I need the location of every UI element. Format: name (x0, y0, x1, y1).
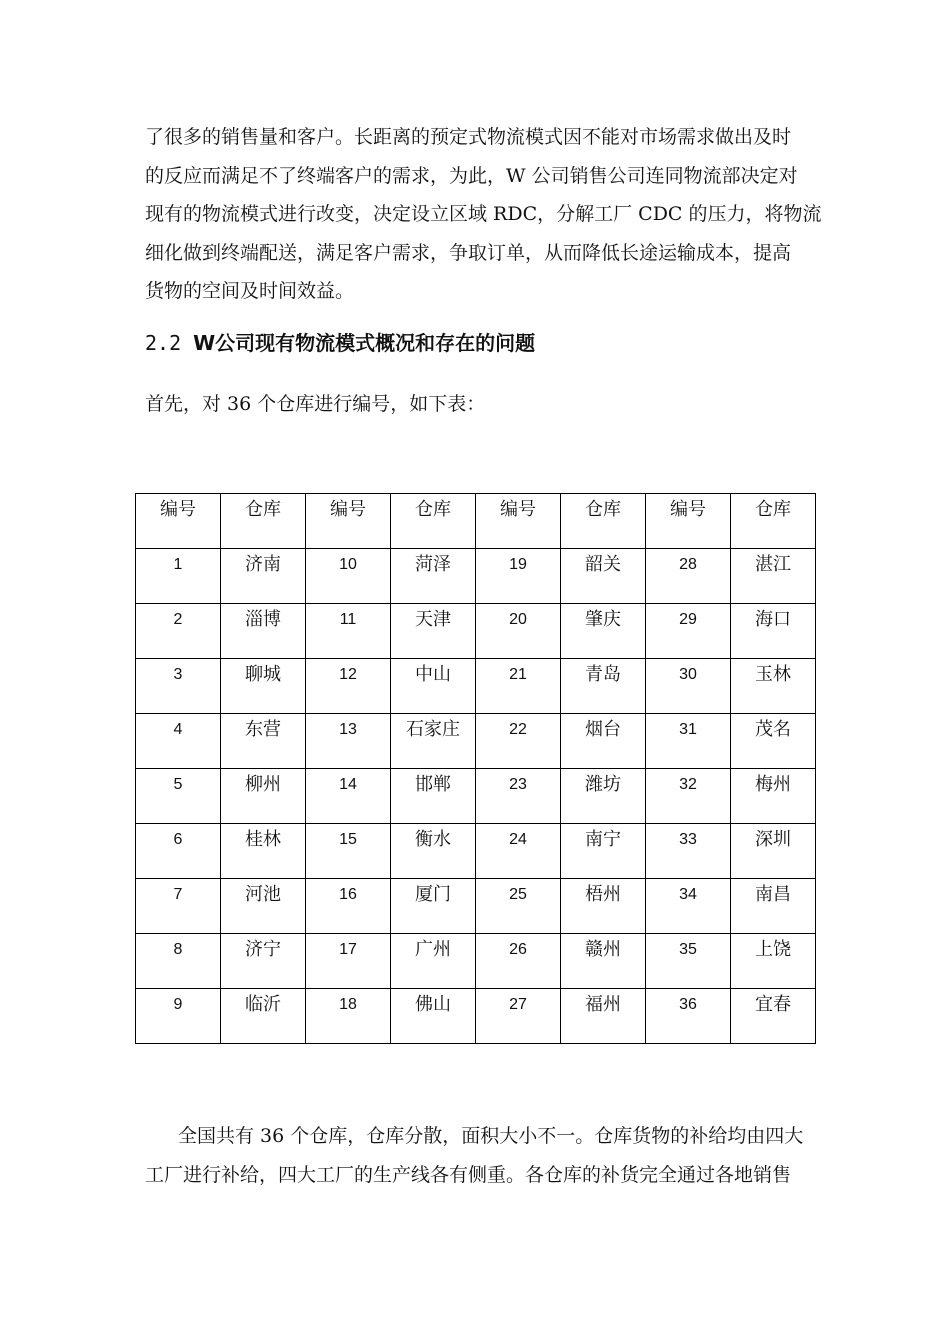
section-title: W公司现有物流模式概况和存在的问题 (193, 331, 536, 355)
warehouse-number-cell: 34 (646, 879, 731, 934)
warehouse-name-cell: 厦门 (391, 879, 476, 934)
warehouse-number-cell: 3 (136, 659, 221, 714)
header-cell: 编号 (646, 494, 731, 549)
header-cell: 编号 (136, 494, 221, 549)
table-row (136, 879, 816, 934)
warehouse-name-cell: 潍坊 (561, 769, 646, 824)
warehouse-number-cell: 17 (306, 934, 391, 989)
warehouse-number-cell: 32 (646, 769, 731, 824)
warehouse-number-cell: 21 (476, 659, 561, 714)
warehouse-name-cell: 佛山 (391, 989, 476, 1044)
warehouse-name-cell: 济宁 (221, 934, 306, 989)
warehouse-name-cell: 菏泽 (391, 549, 476, 604)
warehouse-name-cell: 衡水 (391, 824, 476, 879)
table-row (136, 714, 816, 769)
paragraph-line: 细化做到终端配送，满足客户需求，争取订单，从而降低长途运输成本，提高 (145, 241, 792, 264)
warehouse-number-cell: 9 (136, 989, 221, 1044)
warehouse-number-cell: 31 (646, 714, 731, 769)
warehouse-number-cell: 5 (136, 769, 221, 824)
warehouse-number-cell: 15 (306, 824, 391, 879)
warehouse-number-cell: 1 (136, 549, 221, 604)
warehouse-name-cell: 湛江 (731, 549, 816, 604)
warehouse-number-cell: 26 (476, 934, 561, 989)
warehouse-name-cell: 肇庆 (561, 604, 646, 659)
warehouse-number-cell: 33 (646, 824, 731, 879)
section-number: 2.2 (145, 331, 182, 355)
warehouse-number-cell: 27 (476, 989, 561, 1044)
warehouse-name-cell: 聊城 (221, 659, 306, 714)
warehouse-number-cell: 24 (476, 824, 561, 879)
warehouse-number-cell: 20 (476, 604, 561, 659)
warehouse-number-cell: 4 (136, 714, 221, 769)
warehouse-number-cell: 18 (306, 989, 391, 1044)
warehouse-name-cell: 上饶 (731, 934, 816, 989)
warehouse-number-cell: 25 (476, 879, 561, 934)
body-paragraph (145, 1117, 810, 1194)
paragraph-line: 工厂进行补给，四大工厂的生产线各有侧重。各仓库的补货完全通过各地销售 (145, 1163, 792, 1186)
warehouse-name-cell: 海口 (731, 604, 816, 659)
paragraph-line: 的反应而满足不了终端客户的需求，为此，W 公司销售公司连同物流部决定对 (145, 164, 798, 187)
warehouse-number-cell: 13 (306, 714, 391, 769)
warehouse-name-cell: 淄博 (221, 604, 306, 659)
warehouse-number-cell: 14 (306, 769, 391, 824)
section-heading (145, 326, 535, 360)
warehouse-number-cell: 30 (646, 659, 731, 714)
warehouse-number-cell: 10 (306, 549, 391, 604)
warehouse-number-cell: 28 (646, 549, 731, 604)
warehouse-name-cell: 深圳 (731, 824, 816, 879)
warehouse-number-cell: 29 (646, 604, 731, 659)
warehouse-name-cell: 广州 (391, 934, 476, 989)
warehouse-name-cell: 福州 (561, 989, 646, 1044)
header-cell: 仓库 (561, 494, 646, 549)
warehouse-number-cell: 36 (646, 989, 731, 1044)
table-row (136, 549, 816, 604)
warehouse-name-cell: 天津 (391, 604, 476, 659)
table-row (136, 824, 816, 879)
warehouse-name-cell: 桂林 (221, 824, 306, 879)
warehouse-name-cell: 柳州 (221, 769, 306, 824)
paragraph-line: 全国共有 36 个仓库，仓库分散，面积大小不一。仓库货物的补给均由四大 (178, 1125, 804, 1147)
warehouse-name-cell: 石家庄 (391, 714, 476, 769)
warehouse-name-cell: 东营 (221, 714, 306, 769)
warehouse-name-cell: 玉林 (731, 659, 816, 714)
warehouse-name-cell: 烟台 (561, 714, 646, 769)
warehouse-name-cell: 青岛 (561, 659, 646, 714)
table-intro-text: 首先，对 36 个仓库进行编号，如下表： (145, 393, 486, 415)
warehouse-name-cell: 韶关 (561, 549, 646, 604)
warehouse-name-cell: 济南 (221, 549, 306, 604)
warehouse-number-cell: 6 (136, 824, 221, 879)
warehouse-name-cell: 邯郸 (391, 769, 476, 824)
header-cell: 仓库 (731, 494, 816, 549)
warehouse-name-cell: 河池 (221, 879, 306, 934)
warehouse-number-cell: 35 (646, 934, 731, 989)
warehouse-name-cell: 宜春 (731, 989, 816, 1044)
table-row (136, 604, 816, 659)
warehouse-name-cell: 茂名 (731, 714, 816, 769)
warehouse-number-cell: 19 (476, 549, 561, 604)
warehouse-name-cell: 临沂 (221, 989, 306, 1044)
warehouse-name-cell: 中山 (391, 659, 476, 714)
table-row (136, 659, 816, 714)
warehouse-name-cell: 南昌 (731, 879, 816, 934)
warehouse-number-cell: 22 (476, 714, 561, 769)
header-cell: 仓库 (221, 494, 306, 549)
paragraph-line: 货物的空间及时间效益。 (145, 280, 355, 302)
warehouse-number-cell: 2 (136, 604, 221, 659)
warehouse-number-cell: 11 (306, 604, 391, 659)
table-row (136, 934, 816, 989)
warehouse-name-cell: 南宁 (561, 824, 646, 879)
table-header-row (136, 494, 816, 549)
header-cell: 仓库 (391, 494, 476, 549)
warehouse-number-cell: 7 (136, 879, 221, 934)
warehouse-number-cell: 8 (136, 934, 221, 989)
warehouse-name-cell: 梅州 (731, 769, 816, 824)
paragraph-line: 了很多的销售量和客户。长距离的预定式物流模式因不能对市场需求做出及时 (145, 126, 792, 148)
warehouse-table (135, 493, 816, 1044)
paragraph-line: 现有的物流模式进行改变，决定设立区域 RDC，分解工厂 CDC 的压力，将物流 (145, 203, 822, 225)
table-row (136, 769, 816, 824)
warehouse-name-cell: 赣州 (561, 934, 646, 989)
header-cell: 编号 (476, 494, 561, 549)
header-cell: 编号 (306, 494, 391, 549)
warehouse-number-cell: 23 (476, 769, 561, 824)
warehouse-number-cell: 12 (306, 659, 391, 714)
body-paragraph (145, 118, 822, 311)
warehouse-number-cell: 16 (306, 879, 391, 934)
table-row (136, 989, 816, 1044)
warehouse-name-cell: 梧州 (561, 879, 646, 934)
